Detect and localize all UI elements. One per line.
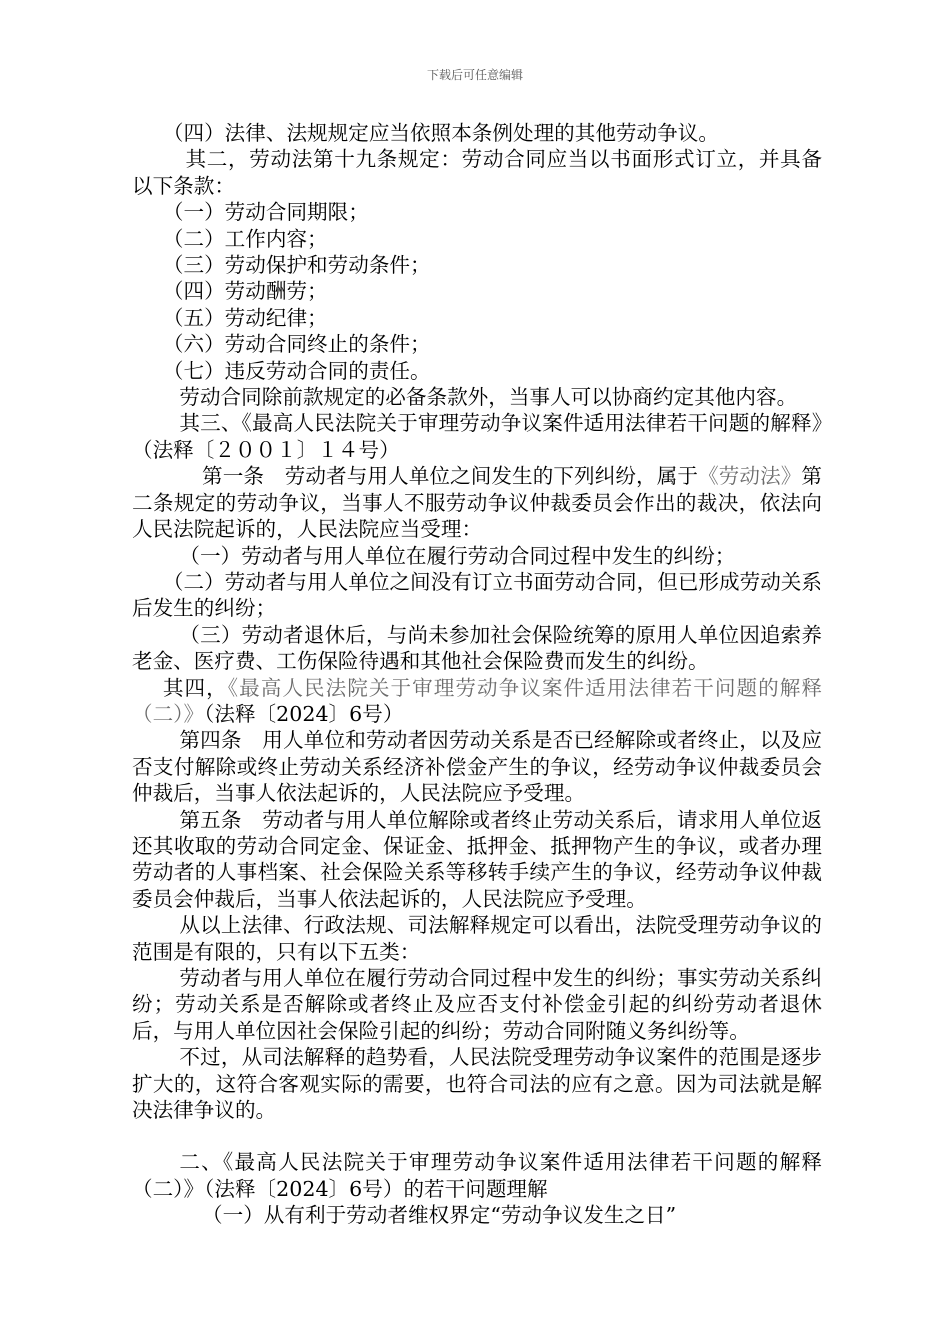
article-paragraph — [132, 463, 822, 542]
paragraph: 劳动合同除前款规定的必备条款外，当事人可以协商约定其他内容。 — [179, 385, 798, 410]
section-heading: 二、《最高人民法院关于审理劳动争议案件适用法律若干问题的解释（二）》（法释〔2024〕6号）的若干问题理解 — [132, 1150, 822, 1201]
section-text: 其四， — [162, 675, 228, 700]
paragraph: 劳动者与用人单位在履行劳动合同过程中发生的纠纷；事实劳动关系纠纷；劳动关系是否解除或者终止及应否支付补偿金引起的纠纷劳动者退休后，与用人单位因社会保险引起的纠纷；劳动合同附随义务纠纷等。 — [132, 966, 822, 1043]
paragraph: 其二，劳动法第十九条规定：劳动合同应当以书面形式订立，并具备以下条款： — [132, 147, 822, 198]
law-reference: 《劳动法》 — [698, 464, 802, 489]
list-item: （一）劳动者与用人单位在履行劳动合同过程中发生的纠纷； — [179, 543, 736, 568]
law-reference: 《最高人民法院关于审理劳动争议案件适用法律若干问题的解释（二）》 — [132, 675, 823, 726]
paragraph: 从以上法律、行政法规、司法解释规定可以看出，法院受理劳动争议的范围是有限的，只有以下五类： — [132, 913, 822, 964]
paragraph: 其三、《最高人民法院关于审理劳动争议案件适用法律若干问题的解释》（法释〔２００１〕１４号） — [132, 411, 822, 462]
list-item: （二）劳动者与用人单位之间没有订立书面劳动合同，但已形成劳动关系后发生的纠纷； — [132, 569, 822, 621]
paragraph: 不过，从司法解释的趋势看，人民法院受理劳动争议案件的范围是逐步扩大的，这符合客观实际的需要，也符合司法的应有之意。因为司法就是解决法律争议的。 — [132, 1045, 822, 1123]
list-item: （六）劳动合同终止的条件； — [162, 332, 431, 357]
subsection-heading: （一）从有利于劳动者维权界定“劳动争议发生之日” — [202, 1203, 677, 1228]
list-item: （五）劳动纪律； — [162, 305, 328, 330]
article-text: 第二条规定的劳动争议，当事人不服劳动争议仲裁委员会作出的裁决，依法向人民法院起诉的，人民法院应当受理： — [132, 464, 823, 542]
document-body — [132, 120, 822, 1229]
list-item: （七）违反劳动合同的责任。 — [162, 358, 431, 383]
paragraph-item: （四）法律、法规规定应当依照本条例处理的其他劳动争议。 — [162, 121, 719, 145]
article-paragraph: 第五条 劳动者与用人单位解除或者终止劳动关系后，请求用人单位返还其收取的劳动合同定金、保证金、抵押金、抵押物产生的争议，或者办理劳动者的人事档案、社会保险关系等移转手续产生的争议，经劳动争议仲裁委员会仲裁后，当事人依法起诉的，人民法院应予受理。 — [132, 807, 822, 911]
article-text: 第一条 劳动者与用人单位之间发生的下列纠纷，属于 — [202, 464, 699, 489]
spacer — [132, 1123, 822, 1149]
page-header: 下载后可任意编辑 — [426, 68, 523, 82]
list-item: （二）工作内容； — [162, 226, 328, 251]
section-paragraph — [132, 675, 822, 728]
list-item: （三）劳动保护和劳动条件； — [162, 253, 431, 278]
section-text: （法释〔2024〕6号） — [204, 701, 404, 726]
article-paragraph: 第四条 用人单位和劳动者因劳动关系是否已经解除或者终止，以及应否支付解除或终止劳动关系经济补偿金产生的争议，经劳动争议仲裁委员会仲裁后，当事人依法起诉的，人民法院应予受理。 — [132, 728, 822, 806]
list-item: （三）劳动者退休后，与尚未参加社会保险统筹的原用人单位因追索养老金、医疗费、工伤保险待遇和其他社会保险费而发生的纠纷。 — [132, 622, 822, 674]
list-item: （一）劳动合同期限； — [162, 200, 369, 225]
list-item: （四）劳动酬劳； — [162, 279, 328, 304]
